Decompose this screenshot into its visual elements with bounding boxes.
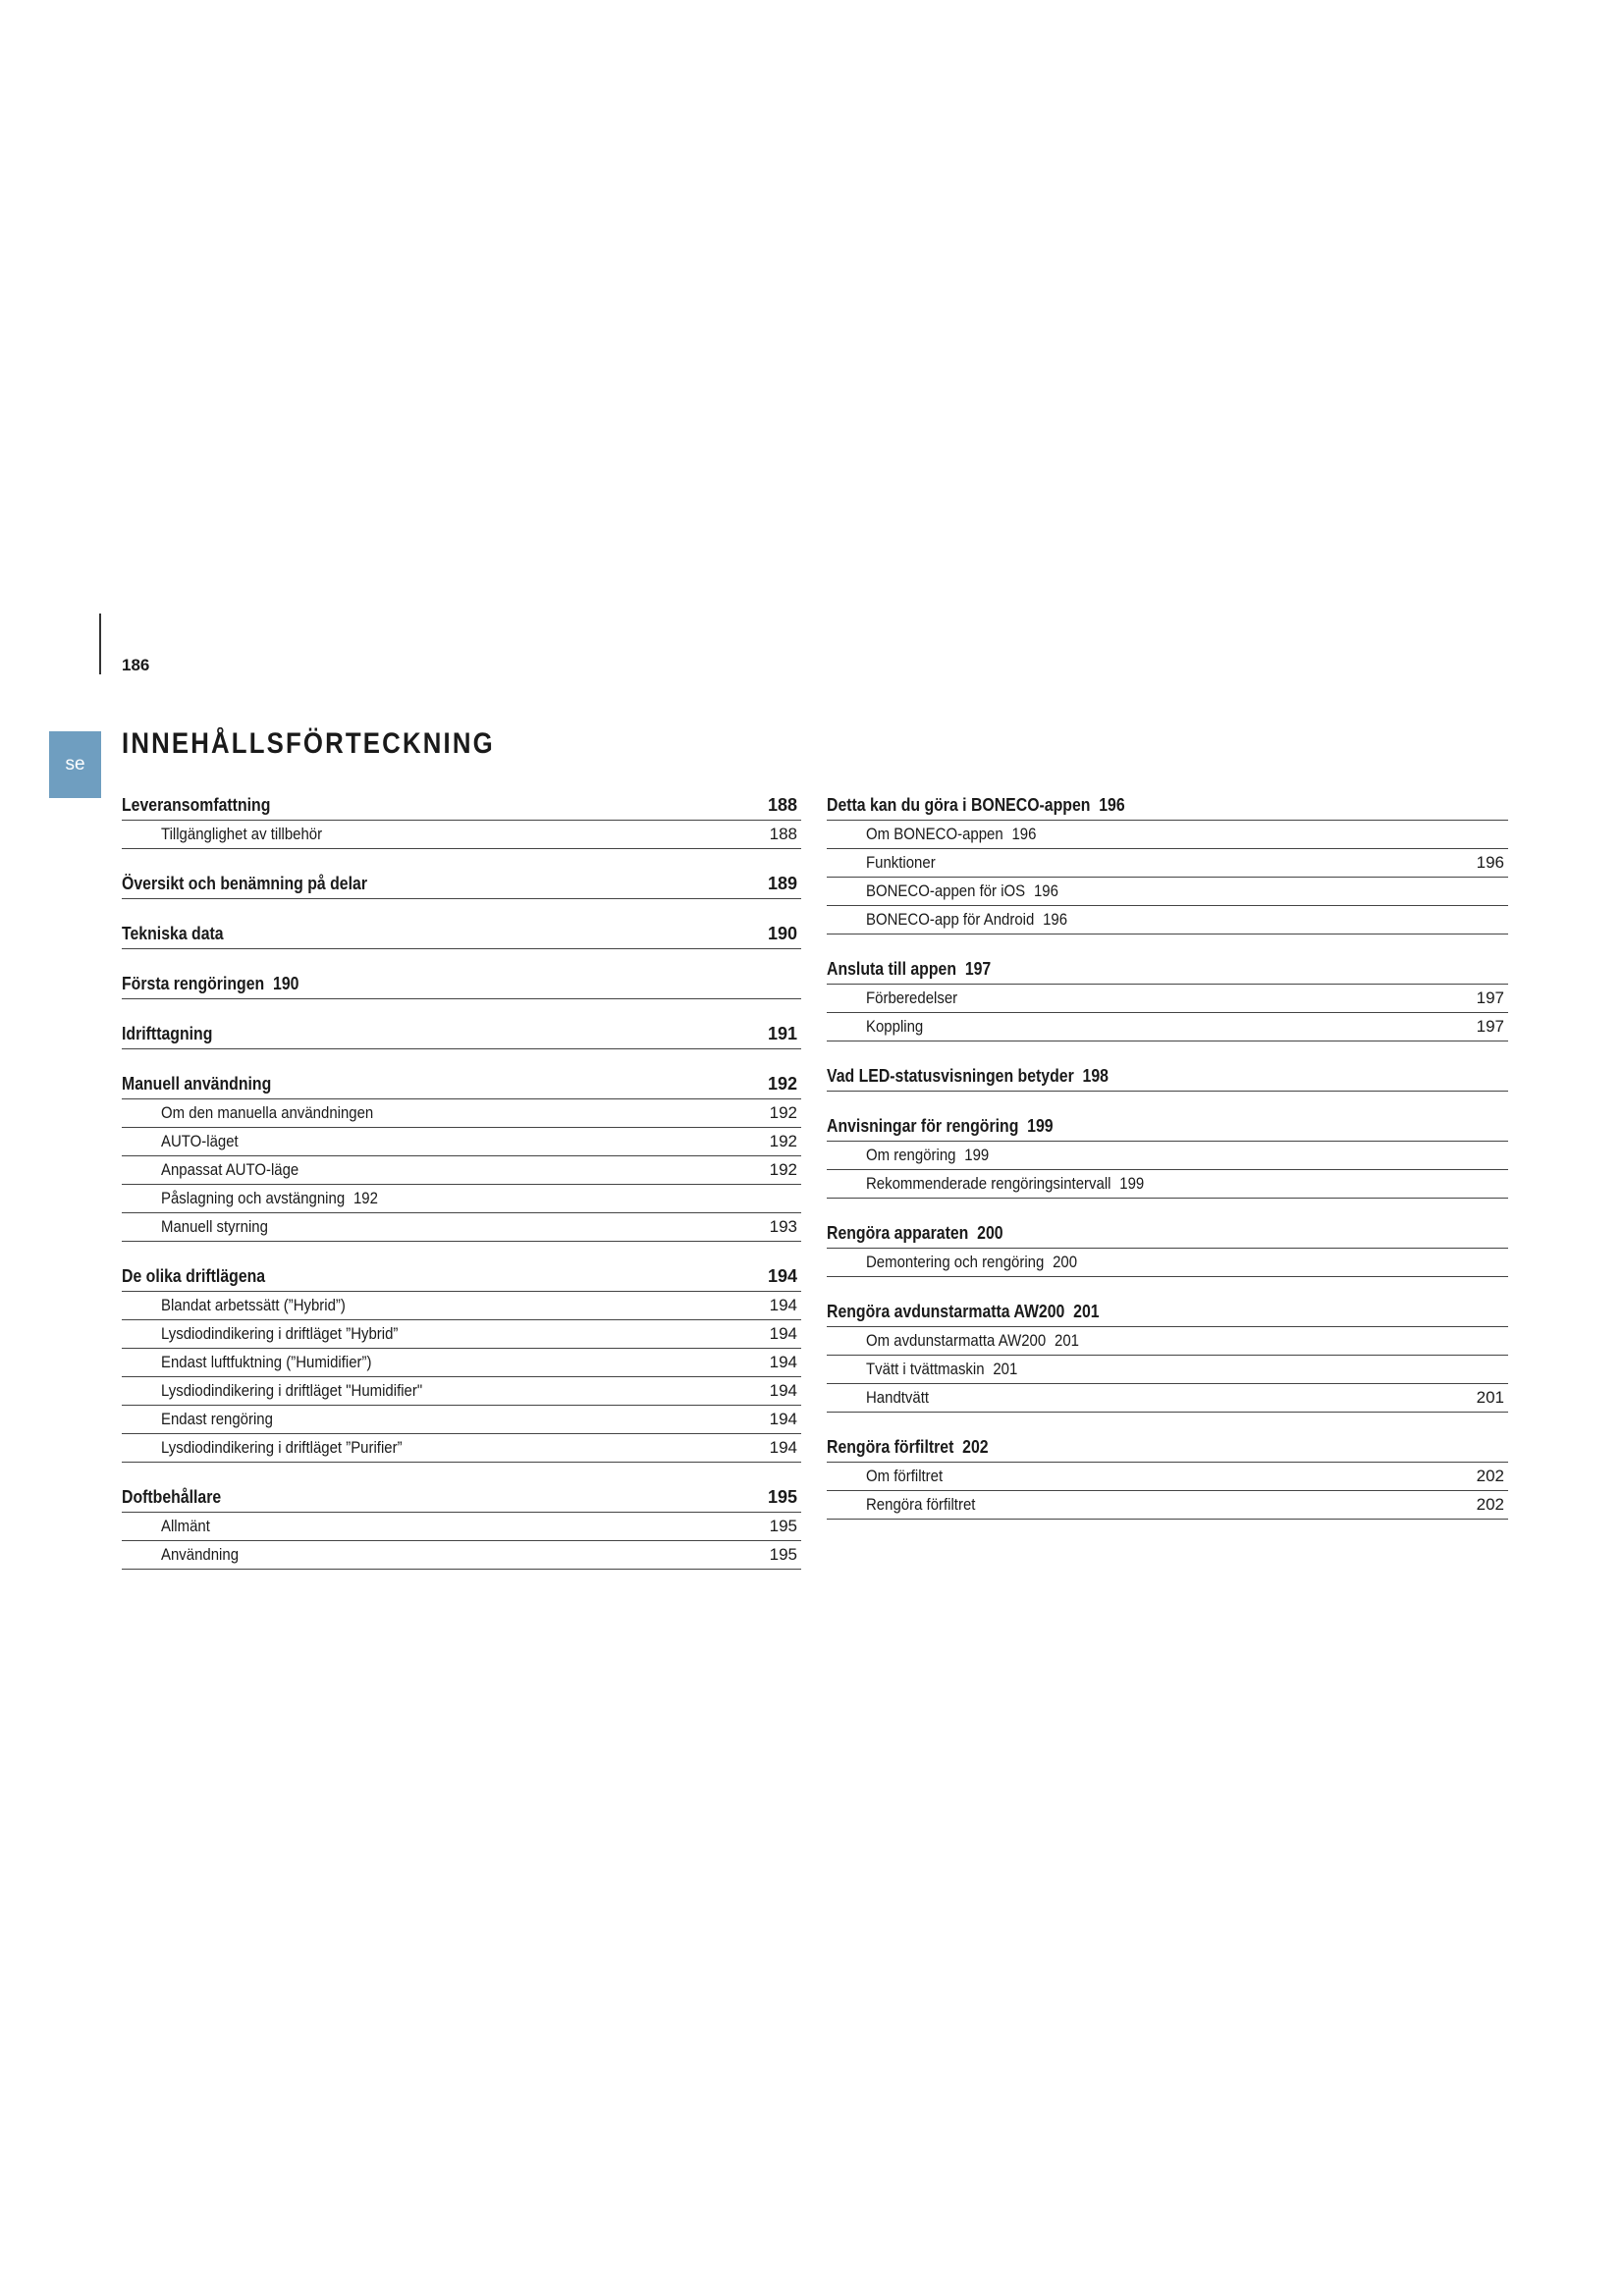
toc-section — [122, 788, 801, 849]
toc-entry-label: Lysdiodindikering i driftläget ”Hybrid” — [161, 1324, 399, 1343]
toc-page-number: 201 — [1073, 1302, 1100, 1321]
toc-page-number: 192 — [769, 1132, 797, 1150]
toc-subentry[interactable] — [122, 1185, 801, 1213]
toc-page-number: 200 — [977, 1223, 1003, 1243]
section-gap — [827, 1199, 1508, 1216]
margin-rule — [99, 614, 101, 674]
toc-page-number: 199 — [964, 1146, 990, 1164]
toc-page-number: 188 — [769, 825, 797, 843]
toc-entry-label: Detta kan du göra i BONECO-appen 196 — [827, 795, 1125, 815]
toc-heading[interactable] — [122, 967, 801, 999]
toc-page-number: 193 — [769, 1217, 797, 1236]
toc-page-number: 192 — [767, 1074, 797, 1094]
toc-section — [827, 952, 1508, 1041]
toc-page-number: 190 — [273, 974, 299, 993]
language-tab: se — [49, 731, 101, 798]
toc-heading[interactable] — [827, 1059, 1508, 1092]
toc-entry-label: Lysdiodindikering i driftläget "Humidifier" — [161, 1381, 423, 1400]
toc-subentry[interactable] — [827, 1249, 1508, 1277]
toc-page-number: 197 — [1476, 988, 1504, 1007]
section-gap — [122, 899, 801, 917]
toc-entry-label: Tvätt i tvättmaskin 201 — [866, 1360, 1018, 1378]
toc-subentry[interactable] — [122, 1406, 801, 1434]
section-gap — [122, 1463, 801, 1480]
toc-subentry[interactable] — [122, 1513, 801, 1541]
toc-page-number: 194 — [769, 1324, 797, 1343]
page-number: 186 — [122, 656, 150, 674]
toc-page-number: 200 — [1053, 1253, 1078, 1271]
toc-subentry[interactable] — [122, 1128, 801, 1156]
toc-entry-label: Om den manuella användningen — [161, 1103, 374, 1122]
toc-entry-label: Tekniska data — [122, 924, 224, 943]
toc-entry-label: Blandat arbetssätt (”Hybrid”) — [161, 1296, 346, 1314]
toc-entry-label: Koppling — [866, 1017, 924, 1036]
toc-entry-label: Leveransomfattning — [122, 795, 271, 815]
toc-entry-label: Förberedelser — [866, 988, 958, 1007]
toc-page-number: 189 — [767, 874, 797, 893]
toc-entry-label: Översikt och benämning på delar — [122, 874, 368, 893]
toc-entry-label: Manuell användning — [122, 1074, 272, 1094]
toc-heading[interactable] — [122, 867, 801, 899]
toc-subentry[interactable] — [827, 1463, 1508, 1491]
toc-heading[interactable] — [122, 788, 801, 821]
toc-page-number: 196 — [1476, 853, 1504, 872]
toc-page-number: 202 — [1476, 1495, 1504, 1514]
toc-page-number: 190 — [767, 924, 797, 943]
toc-section — [122, 1259, 801, 1463]
toc-section — [122, 967, 801, 999]
toc-entry-label: De olika driftlägena — [122, 1266, 266, 1286]
toc-page-number: 194 — [769, 1381, 797, 1400]
toc-subentry[interactable] — [827, 1384, 1508, 1413]
toc-entry-label: Funktioner — [866, 853, 936, 872]
section-gap — [827, 1277, 1508, 1295]
toc-subentry[interactable] — [122, 1292, 801, 1320]
toc-page-number: 196 — [1099, 795, 1125, 815]
toc-right-column — [827, 788, 1508, 1520]
toc-page-number: 192 — [769, 1160, 797, 1179]
toc-section — [122, 1067, 801, 1242]
toc-page-number: 196 — [1033, 881, 1058, 900]
toc-subentry[interactable] — [827, 821, 1508, 849]
toc-page-number: 202 — [962, 1437, 989, 1457]
toc-section — [827, 788, 1508, 934]
toc-section — [827, 1216, 1508, 1277]
toc-entry-label: Lysdiodindikering i driftläget ”Purifier” — [161, 1438, 403, 1457]
toc-entry-label: Påslagning och avstängning 192 — [161, 1189, 378, 1207]
toc-entry-label: Rengöra apparaten 200 — [827, 1223, 1003, 1243]
toc-heading[interactable] — [122, 917, 801, 949]
toc-heading[interactable] — [122, 1480, 801, 1513]
toc-page-number: 195 — [767, 1487, 797, 1507]
toc-entry-label: Vad LED-statusvisningen betyder 198 — [827, 1066, 1109, 1086]
toc-page-number: 201 — [1476, 1388, 1504, 1407]
toc-page-number: 196 — [1011, 825, 1037, 843]
toc-subentry[interactable] — [827, 906, 1508, 934]
toc-entry-label: Endast rengöring — [161, 1410, 273, 1428]
toc-page-number: 199 — [1119, 1174, 1145, 1193]
toc-page-number: 195 — [769, 1545, 797, 1564]
toc-heading[interactable] — [122, 1017, 801, 1049]
toc-page-number: 194 — [769, 1353, 797, 1371]
toc-page-number: 199 — [1027, 1116, 1054, 1136]
section-gap — [827, 1092, 1508, 1109]
toc-section — [122, 1480, 801, 1570]
toc-page-number: 202 — [1476, 1467, 1504, 1485]
toc-section — [122, 917, 801, 949]
toc-entry-label: Rengöra förfiltret 202 — [827, 1437, 989, 1457]
toc-subentry[interactable] — [122, 1156, 801, 1185]
section-gap — [122, 1242, 801, 1259]
toc-heading[interactable] — [827, 1109, 1508, 1142]
toc-page-number: 194 — [769, 1410, 797, 1428]
toc-page-number: 194 — [769, 1296, 797, 1314]
toc-entry-label: Rengöra avdunstarmatta AW200 201 — [827, 1302, 1100, 1321]
toc-section — [827, 1109, 1508, 1199]
toc-section — [827, 1059, 1508, 1092]
toc-section — [122, 867, 801, 899]
toc-entry-label: Demontering och rengöring 200 — [866, 1253, 1078, 1271]
toc-page-number: 194 — [769, 1438, 797, 1457]
toc-entry-label: Om förfiltret — [866, 1467, 944, 1485]
toc-entry-label: Endast luftfuktning (”Humidifier”) — [161, 1353, 372, 1371]
toc-entry-label: Om avdunstarmatta AW200 201 — [866, 1331, 1079, 1350]
toc-entry-label: Första rengöringen 190 — [122, 974, 299, 993]
toc-entry-label: Ansluta till appen 197 — [827, 959, 992, 979]
toc-subentry[interactable] — [122, 1349, 801, 1377]
toc-entry-label: BONECO-appen för iOS 196 — [866, 881, 1058, 900]
toc-subentry[interactable] — [827, 1170, 1508, 1199]
toc-entry-label: Doftbehållare — [122, 1487, 222, 1507]
toc-subentry[interactable] — [827, 1327, 1508, 1356]
toc-subentry[interactable] — [827, 1491, 1508, 1520]
toc-entry-label: Anpassat AUTO-läge — [161, 1160, 299, 1179]
toc-heading[interactable] — [122, 1259, 801, 1292]
toc-heading[interactable] — [827, 1430, 1508, 1463]
toc-page-number: 194 — [767, 1266, 797, 1286]
toc-subentry[interactable] — [827, 985, 1508, 1013]
toc-subentry[interactable] — [827, 878, 1508, 906]
toc-entry-label: Om BONECO-appen 196 — [866, 825, 1037, 843]
toc-page-number: 201 — [1055, 1331, 1079, 1350]
toc-subentry[interactable] — [122, 1099, 801, 1128]
toc-left-column — [122, 788, 801, 1570]
toc-subentry[interactable] — [827, 1013, 1508, 1041]
toc-section — [827, 1430, 1508, 1520]
toc-page-number: 192 — [769, 1103, 797, 1122]
toc-entry-label: Om rengöring 199 — [866, 1146, 990, 1164]
section-gap — [122, 849, 801, 867]
toc-page-number: 195 — [769, 1517, 797, 1535]
section-gap — [122, 949, 801, 967]
toc-page-number: 197 — [1476, 1017, 1504, 1036]
page-title: INNEHÅLLSFÖRTECKNING — [122, 727, 495, 760]
toc-entry-label: AUTO-läget — [161, 1132, 239, 1150]
toc-heading[interactable] — [827, 788, 1508, 821]
toc-subentry[interactable] — [122, 821, 801, 849]
toc-heading[interactable] — [827, 1216, 1508, 1249]
section-gap — [827, 1413, 1508, 1430]
toc-entry-label: Manuell styrning — [161, 1217, 268, 1236]
toc-subentry[interactable] — [827, 849, 1508, 878]
toc-subentry[interactable] — [122, 1541, 801, 1570]
section-gap — [122, 1049, 801, 1067]
toc-entry-label: BONECO-app för Android 196 — [866, 910, 1068, 929]
toc-subentry[interactable] — [122, 1434, 801, 1463]
toc-page-number: 191 — [767, 1024, 797, 1043]
toc-entry-label: Anvisningar för rengöring 199 — [827, 1116, 1054, 1136]
toc-section — [122, 1017, 801, 1049]
toc-page-number: 201 — [993, 1360, 1018, 1378]
toc-entry-label: Allmänt — [161, 1517, 210, 1535]
toc-page-number: 192 — [352, 1189, 378, 1207]
toc-page-number: 196 — [1043, 910, 1068, 929]
toc-subentry[interactable] — [827, 1142, 1508, 1170]
toc-page-number: 188 — [767, 795, 797, 815]
toc-entry-label: Idrifttagning — [122, 1024, 213, 1043]
toc-entry-label: Rekommenderade rengöringsintervall 199 — [866, 1174, 1145, 1193]
toc-heading[interactable] — [122, 1067, 801, 1099]
toc-page-number: 198 — [1082, 1066, 1109, 1086]
toc-subentry[interactable] — [122, 1377, 801, 1406]
toc-page-number: 197 — [964, 959, 992, 979]
toc-entry-label: Tillgänglighet av tillbehör — [161, 825, 323, 843]
toc-heading[interactable] — [827, 1295, 1508, 1327]
toc-subentry[interactable] — [827, 1356, 1508, 1384]
toc-entry-label: Handtvätt — [866, 1388, 930, 1407]
toc-entry-label: Rengöra förfiltret — [866, 1495, 976, 1514]
toc-subentry[interactable] — [122, 1213, 801, 1242]
toc-entry-label: Användning — [161, 1545, 240, 1564]
toc-section — [827, 1295, 1508, 1413]
section-gap — [827, 934, 1508, 952]
section-gap — [827, 1041, 1508, 1059]
section-gap — [122, 999, 801, 1017]
toc-heading[interactable] — [827, 952, 1508, 985]
toc-subentry[interactable] — [122, 1320, 801, 1349]
